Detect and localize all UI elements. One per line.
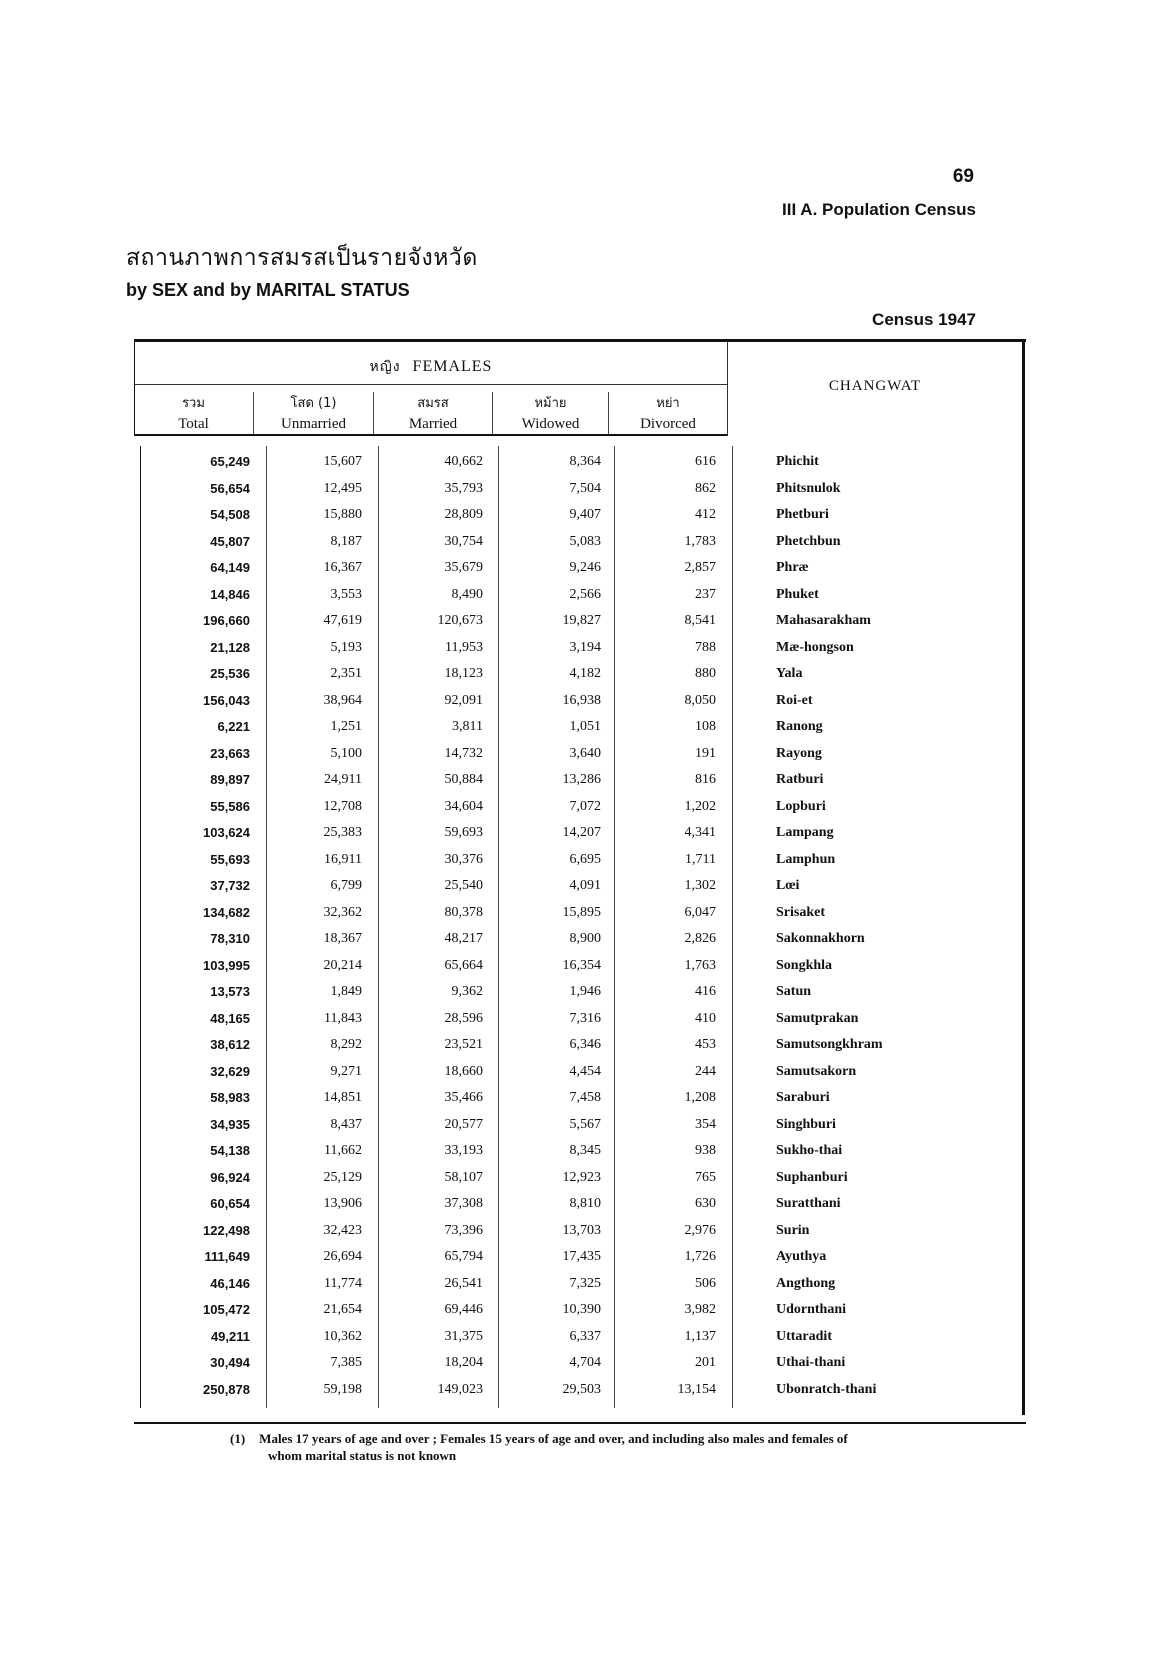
- cell-divorced: 13,154: [677, 1381, 716, 1397]
- cell-married: 25,540: [444, 878, 483, 893]
- cell-changwat: Rayong: [776, 745, 822, 761]
- cell-married: 31,375: [444, 1328, 483, 1344]
- cell-unmarried: 8,437: [330, 1116, 362, 1132]
- cell-unmarried: 20,214: [323, 957, 362, 973]
- cell-divorced: 244: [695, 1063, 716, 1079]
- cell-divorced: 2,857: [684, 560, 716, 575]
- cell-divorced: 630: [695, 1196, 716, 1211]
- cell-widowed: 8,345: [569, 1143, 601, 1158]
- column-header-english: Married: [408, 416, 458, 432]
- cell-total: 55,586: [210, 798, 250, 814]
- cell-unmarried: 15,607: [323, 454, 362, 469]
- column-header-married: [374, 394, 492, 434]
- table-row: [0, 638, 1164, 665]
- cell-total: 134,682: [203, 904, 250, 920]
- cell-widowed: 8,364: [569, 454, 601, 469]
- table-row: [0, 1327, 1164, 1354]
- females-label: FEMALES: [412, 358, 493, 375]
- cell-divorced: 354: [695, 1116, 716, 1132]
- cell-married: 35,679: [444, 560, 483, 575]
- cell-total: 46,146: [210, 1275, 250, 1291]
- title-thai: สถานภาพการสมรสเป็นรายจังหวัด: [126, 245, 478, 271]
- column-header-english: Total: [178, 416, 209, 432]
- table-row: [0, 876, 1164, 903]
- cell-divorced: 1,137: [684, 1328, 716, 1344]
- cell-divorced: 453: [695, 1037, 716, 1052]
- cell-divorced: 765: [695, 1169, 716, 1185]
- cell-married: 3,811: [452, 719, 483, 734]
- cell-changwat: Suratthani: [776, 1196, 841, 1211]
- cell-unmarried: 12,708: [323, 798, 362, 814]
- females-thai-label: หญิง: [369, 359, 401, 375]
- cell-total: 54,508: [210, 507, 250, 522]
- cell-divorced: 2,976: [684, 1222, 716, 1238]
- table-row: [0, 1168, 1164, 1195]
- cell-changwat: Phræ: [776, 560, 809, 575]
- cell-changwat: Uttaradit: [776, 1328, 832, 1344]
- cell-changwat: Lamphun: [776, 851, 836, 867]
- cell-unmarried: 5,193: [330, 639, 362, 655]
- cell-divorced: 237: [695, 586, 716, 602]
- cell-changwat: Samutsongkhram: [776, 1037, 883, 1052]
- cell-changwat: Lœi: [776, 878, 800, 893]
- cell-married: 34,604: [444, 798, 483, 814]
- cell-unmarried: 14,851: [323, 1090, 362, 1105]
- cell-divorced: 410: [695, 1010, 716, 1026]
- cell-married: 30,754: [444, 533, 483, 549]
- header-bottom-rule: [134, 434, 728, 436]
- table-row: [0, 823, 1164, 850]
- cell-total: 96,924: [210, 1169, 250, 1185]
- cell-unmarried: 32,362: [323, 904, 362, 920]
- table-bottom-rule: [134, 1422, 1026, 1424]
- cell-widowed: 7,316: [569, 1010, 601, 1026]
- cell-divorced: 416: [695, 984, 716, 999]
- cell-divorced: 201: [695, 1355, 716, 1370]
- cell-widowed: 7,072: [569, 798, 601, 814]
- cell-widowed: 1,946: [569, 984, 601, 999]
- table-row: [0, 1115, 1164, 1142]
- cell-divorced: 1,208: [684, 1090, 716, 1105]
- cell-changwat: Surin: [776, 1222, 810, 1238]
- column-header-total: [134, 394, 253, 434]
- cell-widowed: 4,454: [569, 1063, 601, 1079]
- cell-total: 156,043: [203, 692, 250, 708]
- table-row: [0, 1300, 1164, 1327]
- cell-total: 111,649: [204, 1249, 250, 1264]
- table-row: [0, 1062, 1164, 1089]
- page-number: 69: [952, 166, 974, 187]
- table-row: [0, 797, 1164, 824]
- cell-widowed: 9,246: [569, 560, 601, 575]
- cell-married: 23,521: [444, 1037, 483, 1052]
- cell-divorced: 1,763: [684, 957, 716, 973]
- cell-married: 48,217: [444, 931, 483, 946]
- table-row: [0, 956, 1164, 983]
- cell-changwat: Roi-et: [776, 692, 813, 708]
- cell-widowed: 5,083: [569, 533, 601, 549]
- cell-widowed: 5,567: [569, 1116, 601, 1132]
- cell-total: 89,897: [210, 772, 250, 787]
- cell-total: 34,935: [210, 1116, 250, 1132]
- column-header-thai: หย่า: [656, 396, 680, 411]
- cell-widowed: 15,895: [562, 904, 601, 920]
- cell-divorced: 108: [695, 719, 716, 734]
- cell-widowed: 13,286: [562, 772, 601, 787]
- cell-widowed: 16,938: [562, 692, 601, 708]
- table-row: [0, 903, 1164, 930]
- census-label: Census 1947: [872, 310, 976, 329]
- cell-widowed: 7,458: [569, 1090, 601, 1105]
- cell-changwat: Phetchbun: [776, 533, 841, 549]
- cell-unmarried: 11,774: [324, 1275, 362, 1291]
- cell-married: 8,490: [451, 586, 483, 602]
- table-body: [0, 452, 1164, 1406]
- cell-total: 103,624: [203, 825, 250, 840]
- changwat-header: CHANGWAT: [828, 378, 922, 394]
- section-title: III A. Population Census: [782, 200, 976, 219]
- cell-widowed: 13,703: [562, 1222, 601, 1238]
- table-row: [0, 1353, 1164, 1380]
- cell-married: 9,362: [451, 984, 483, 999]
- table-row: [0, 532, 1164, 559]
- cell-married: 149,023: [437, 1381, 483, 1397]
- cell-married: 37,308: [444, 1196, 483, 1211]
- cell-divorced: 3,982: [684, 1302, 716, 1317]
- cell-changwat: Srisaket: [776, 904, 825, 920]
- cell-married: 33,193: [444, 1143, 483, 1158]
- cell-total: 13,573: [210, 984, 250, 999]
- cell-total: 49,211: [210, 1328, 250, 1344]
- cell-changwat: Ratburi: [776, 772, 824, 787]
- cell-total: 48,165: [210, 1010, 250, 1026]
- cell-changwat: Uthai-thani: [776, 1355, 846, 1370]
- table-row: [0, 744, 1164, 771]
- cell-unmarried: 8,187: [330, 533, 362, 549]
- cell-changwat: Yala: [776, 666, 803, 681]
- cell-changwat: Sakonnakhorn: [776, 931, 865, 946]
- table-row: [0, 717, 1164, 744]
- cell-total: 56,654: [210, 480, 250, 496]
- cell-divorced: 938: [695, 1143, 716, 1158]
- cell-total: 23,663: [210, 745, 250, 761]
- cell-total: 30,494: [210, 1355, 250, 1370]
- cell-unmarried: 6,799: [330, 878, 362, 893]
- column-header-thai: โสด (1): [290, 396, 337, 411]
- cell-total: 37,732: [210, 878, 250, 893]
- table-row: [0, 558, 1164, 585]
- table-row: [0, 1274, 1164, 1301]
- cell-married: 59,693: [444, 825, 483, 840]
- cell-widowed: 8,900: [569, 931, 601, 946]
- cell-married: 28,596: [444, 1010, 483, 1026]
- cell-unmarried: 13,906: [323, 1196, 362, 1211]
- cell-changwat: Mæ-hongson: [776, 639, 854, 655]
- table-row: [0, 1035, 1164, 1062]
- cell-married: 40,662: [444, 454, 483, 469]
- cell-unmarried: 26,694: [323, 1249, 362, 1264]
- cell-total: 25,536: [210, 666, 250, 681]
- cell-unmarried: 25,383: [323, 825, 362, 840]
- cell-unmarried: 47,619: [323, 613, 362, 628]
- cell-divorced: 1,783: [684, 533, 716, 549]
- cell-married: 120,673: [437, 613, 483, 628]
- footnote-line-2: whom marital status is not known: [268, 1448, 457, 1463]
- females-rule: [134, 384, 728, 385]
- cell-married: 26,541: [444, 1275, 483, 1291]
- cell-unmarried: 18,367: [323, 931, 362, 946]
- cell-widowed: 3,194: [569, 639, 601, 655]
- cell-unmarried: 12,495: [323, 480, 362, 496]
- cell-divorced: 4,341: [684, 825, 716, 840]
- cell-total: 64,149: [210, 560, 250, 575]
- cell-changwat: Saraburi: [776, 1090, 830, 1105]
- cell-changwat: Angthong: [776, 1275, 836, 1291]
- cell-divorced: 616: [695, 454, 716, 469]
- table-row: [0, 1247, 1164, 1274]
- cell-widowed: 7,325: [569, 1275, 601, 1291]
- cell-changwat: Udornthani: [776, 1302, 847, 1317]
- cell-married: 50,884: [444, 772, 483, 787]
- column-header-thai: รวม: [182, 396, 205, 411]
- column-header-unmarried: [254, 394, 373, 434]
- table-row: [0, 1221, 1164, 1248]
- table-row: [0, 505, 1164, 532]
- cell-married: 18,204: [444, 1355, 483, 1370]
- cell-married: 11,953: [445, 639, 483, 655]
- column-header-english: Divorced: [640, 416, 696, 432]
- cell-widowed: 17,435: [562, 1249, 601, 1264]
- cell-divorced: 1,202: [684, 798, 716, 814]
- cell-widowed: 1,051: [569, 719, 601, 734]
- cell-changwat: Ranong: [776, 719, 823, 734]
- cell-married: 28,809: [444, 507, 483, 522]
- cell-total: 196,660: [203, 613, 250, 628]
- footnote: [230, 1430, 1030, 1464]
- cell-unmarried: 21,654: [323, 1302, 362, 1317]
- cell-widowed: 4,182: [569, 666, 601, 681]
- cell-changwat: Satun: [776, 984, 812, 999]
- cell-widowed: 9,407: [569, 507, 601, 522]
- cell-unmarried: 24,911: [324, 772, 362, 787]
- cell-total: 45,807: [210, 533, 250, 549]
- table-row: [0, 1380, 1164, 1407]
- cell-changwat: Suphanburi: [776, 1169, 848, 1185]
- column-header-widowed: [493, 394, 608, 434]
- cell-unmarried: 5,100: [330, 745, 362, 761]
- cell-changwat: Samutprakan: [776, 1010, 859, 1026]
- cell-divorced: 862: [695, 480, 716, 496]
- cell-total: 65,249: [210, 454, 250, 469]
- cell-divorced: 8,541: [684, 613, 716, 628]
- cell-unmarried: 59,198: [323, 1381, 362, 1397]
- cell-widowed: 14,207: [562, 825, 601, 840]
- column-header-english: Widowed: [521, 416, 580, 432]
- cell-changwat: Singhburi: [776, 1116, 836, 1132]
- cell-divorced: 6,047: [684, 904, 716, 920]
- cell-unmarried: 2,351: [330, 666, 362, 681]
- cell-total: 14,846: [210, 586, 250, 602]
- cell-widowed: 6,346: [569, 1037, 601, 1052]
- cell-widowed: 29,503: [562, 1381, 601, 1397]
- cell-divorced: 1,726: [684, 1249, 716, 1264]
- cell-divorced: 191: [695, 745, 716, 761]
- cell-widowed: 8,810: [569, 1196, 601, 1211]
- cell-changwat: Phitsnulok: [776, 480, 841, 496]
- cell-unmarried: 1,251: [330, 719, 362, 734]
- cell-unmarried: 11,662: [324, 1143, 362, 1158]
- cell-married: 20,577: [444, 1116, 483, 1132]
- cell-total: 38,612: [210, 1037, 250, 1052]
- table-row: [0, 664, 1164, 691]
- cell-married: 18,123: [444, 666, 483, 681]
- cell-changwat: Phuket: [776, 586, 819, 602]
- cell-unmarried: 32,423: [323, 1222, 362, 1238]
- cell-unmarried: 25,129: [323, 1169, 362, 1185]
- column-header-english: Unmarried: [281, 416, 346, 432]
- footnote-mark: (1): [230, 1431, 246, 1446]
- table-row: [0, 585, 1164, 612]
- cell-widowed: 4,091: [569, 878, 601, 893]
- cell-widowed: 3,640: [569, 745, 601, 761]
- cell-total: 32,629: [210, 1063, 250, 1079]
- cell-unmarried: 1,849: [330, 984, 362, 999]
- cell-divorced: 880: [695, 666, 716, 681]
- cell-widowed: 2,566: [569, 586, 601, 602]
- cell-total: 21,128: [210, 639, 250, 655]
- cell-divorced: 788: [695, 639, 716, 655]
- cell-widowed: 12,923: [562, 1169, 601, 1185]
- table-row: [0, 929, 1164, 956]
- cell-widowed: 6,337: [569, 1328, 601, 1344]
- cell-unmarried: 11,843: [324, 1010, 362, 1026]
- cell-changwat: Songkhla: [776, 957, 833, 973]
- table-row: [0, 1141, 1164, 1168]
- cell-married: 18,660: [444, 1063, 483, 1079]
- column-header-thai: สมรส: [417, 396, 449, 411]
- footnote-line-1: Males 17 years of age and over ; Females 15 years of age and over, and including also males and females of: [259, 1431, 848, 1446]
- cell-changwat: Samutsakorn: [776, 1063, 857, 1079]
- cell-total: 55,693: [210, 851, 250, 867]
- cell-changwat: Mahasarakham: [776, 613, 871, 628]
- cell-married: 14,732: [444, 745, 483, 761]
- cell-changwat: Lopburi: [776, 798, 826, 814]
- cell-changwat: Phichit: [776, 454, 819, 469]
- cell-widowed: 4,704: [569, 1355, 601, 1370]
- table-row: [0, 770, 1164, 797]
- cell-divorced: 8,050: [684, 692, 716, 708]
- cell-unmarried: 16,911: [324, 851, 362, 867]
- cell-married: 69,446: [444, 1302, 483, 1317]
- cell-unmarried: 7,385: [330, 1355, 362, 1370]
- females-header: [134, 356, 728, 378]
- cell-divorced: 412: [695, 507, 716, 522]
- table-row: [0, 1194, 1164, 1221]
- cell-changwat: Ubonratch-thani: [776, 1381, 877, 1397]
- cell-divorced: 506: [695, 1275, 716, 1291]
- title-english: by SEX and by MARITAL STATUS: [126, 280, 410, 300]
- cell-total: 103,995: [203, 957, 250, 973]
- cell-married: 65,794: [444, 1249, 483, 1264]
- cell-divorced: 1,711: [685, 851, 716, 867]
- table-row: [0, 850, 1164, 877]
- cell-married: 65,664: [444, 957, 483, 973]
- cell-unmarried: 15,880: [323, 507, 362, 522]
- cell-changwat: Sukho-thai: [776, 1143, 843, 1158]
- table-row: [0, 611, 1164, 638]
- cell-married: 35,793: [444, 480, 483, 496]
- cell-unmarried: 38,964: [323, 692, 362, 708]
- column-header-thai: หม้าย: [534, 396, 567, 411]
- table-row: [0, 1088, 1164, 1115]
- cell-married: 80,378: [444, 904, 483, 920]
- cell-total: 54,138: [210, 1143, 250, 1158]
- cell-total: 60,654: [210, 1196, 250, 1211]
- cell-widowed: 10,390: [562, 1302, 601, 1317]
- column-header-divorced: [609, 394, 727, 434]
- cell-unmarried: 10,362: [323, 1328, 362, 1344]
- cell-total: 250,878: [203, 1381, 250, 1397]
- cell-widowed: 19,827: [562, 613, 601, 628]
- cell-married: 30,376: [444, 851, 483, 867]
- cell-divorced: 816: [695, 772, 716, 787]
- cell-total: 122,498: [203, 1222, 250, 1238]
- cell-married: 58,107: [444, 1169, 483, 1185]
- cell-changwat: Lampang: [776, 825, 834, 840]
- table-row: [0, 982, 1164, 1009]
- cell-married: 92,091: [444, 692, 483, 708]
- cell-widowed: 6,695: [569, 851, 601, 867]
- cell-total: 78,310: [210, 931, 250, 946]
- cell-unmarried: 16,367: [323, 560, 362, 575]
- cell-unmarried: 8,292: [330, 1037, 362, 1052]
- table-row: [0, 691, 1164, 718]
- cell-changwat: Phetburi: [776, 507, 829, 522]
- cell-widowed: 16,354: [562, 957, 601, 973]
- cell-changwat: Ayuthya: [776, 1249, 827, 1264]
- table-row: [0, 1009, 1164, 1036]
- cell-married: 73,396: [444, 1222, 483, 1238]
- cell-total: 6,221: [217, 719, 250, 734]
- cell-total: 58,983: [210, 1090, 250, 1105]
- cell-total: 105,472: [203, 1302, 250, 1317]
- table-row: [0, 479, 1164, 506]
- cell-divorced: 2,826: [684, 931, 716, 946]
- table-row: [0, 452, 1164, 479]
- cell-divorced: 1,302: [684, 878, 716, 893]
- cell-unmarried: 9,271: [330, 1063, 362, 1079]
- table-top-rule: [134, 339, 1026, 342]
- cell-married: 35,466: [444, 1090, 483, 1105]
- cell-widowed: 7,504: [569, 480, 601, 496]
- cell-unmarried: 3,553: [330, 586, 362, 602]
